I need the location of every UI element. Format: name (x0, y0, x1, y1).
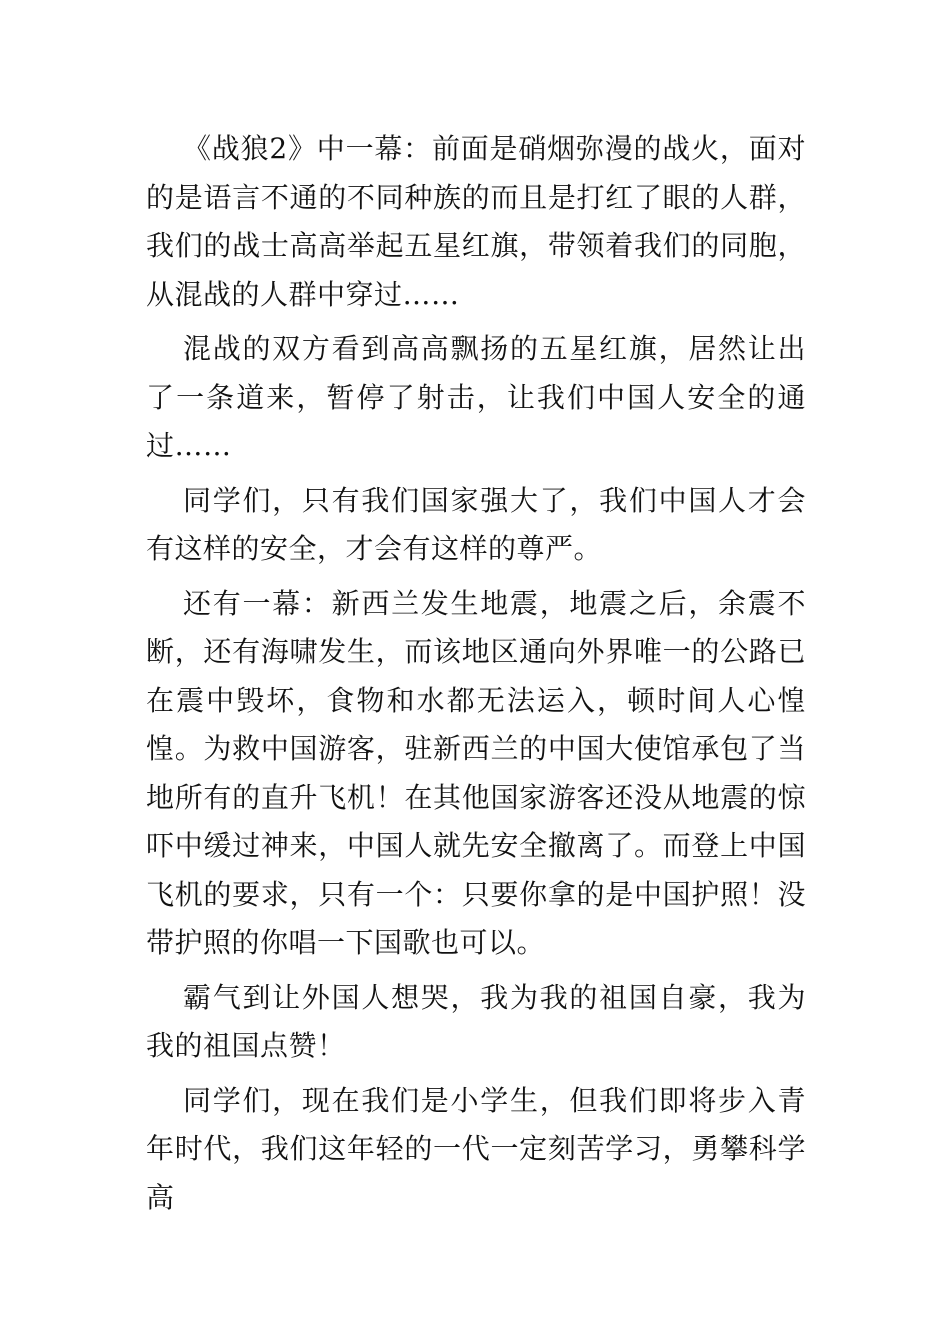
paragraph: 同学们，现在我们是小学生，但我们即将步入青年时代，我们这年轻的一代一定刻苦学习，勇攀科学高 (146, 1083, 806, 1214)
document-page (146, 125, 806, 1228)
paragraph: 混战的双方看到高高飘扬的五星红旗，居然让出了一条道来，暂停了射击，让我们中国人安全的通过…… (146, 332, 806, 462)
paragraph: 还有一幕：新西兰发生地震，地震之后，余震不断，还有海啸发生，而该地区通向外界唯一的公路已在震中毁坏，食物和水都无法运入，顿时间人心惶惶。为救中国游客，驻新西兰的中国大使馆承包了当地所有的直升飞机！在其他国家游客还没从地震的惊吓中缓过神来，中国人就先安全撤离了。而登上中国飞机的要求，只有一个：只要你拿的是中国护照！没带护照的你唱一下国歌也可以。 (146, 586, 806, 959)
paragraph: 霸气到让外国人想哭，我为我的祖国自豪，我为我的祖国点赞！ (146, 980, 806, 1062)
paragraph: 《战狼2》中一幕：前面是硝烟弥漫的战火，面对的是语言不通的不同种族的而且是打红了眼的人群，我们的战士高高举起五星红旗，带领着我们的同胞，从混战的人群中穿过…… (146, 132, 806, 311)
paragraph: 同学们，只有我们国家强大了，我们中国人才会有这样的安全，才会有这样的尊严。 (146, 483, 806, 565)
